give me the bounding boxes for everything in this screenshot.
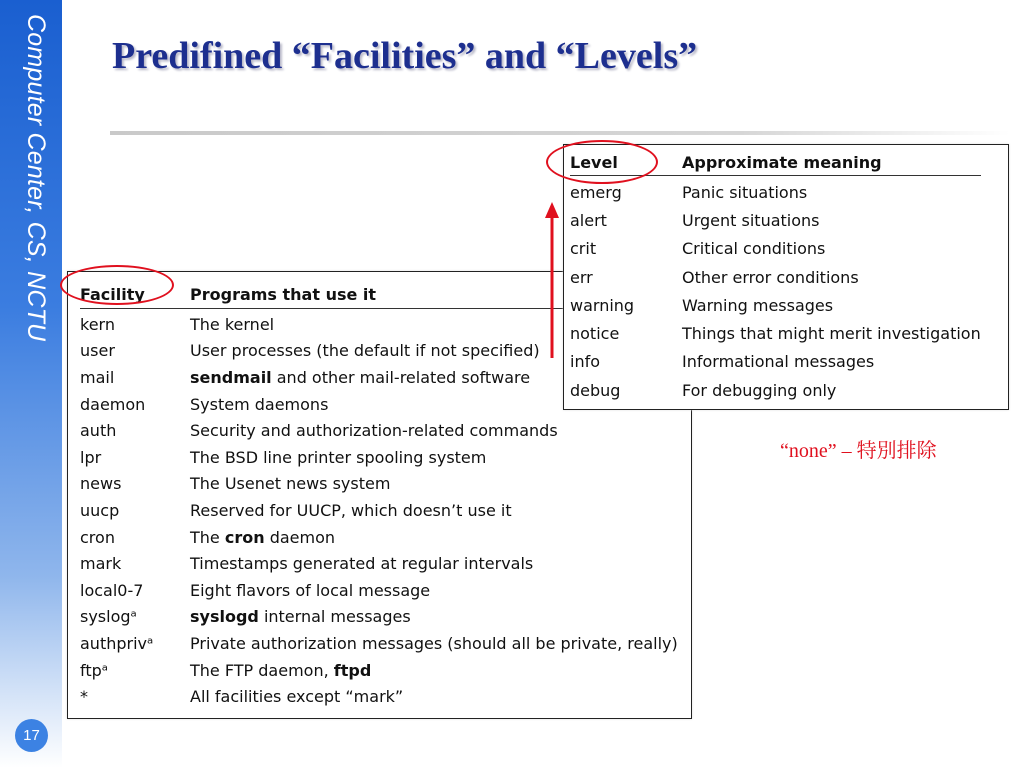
facility-cell: cron bbox=[80, 527, 115, 547]
programs-cell: Timestamps generated at regular intervals bbox=[190, 554, 534, 574]
level-table-body bbox=[570, 176, 981, 405]
header-level: Level bbox=[570, 152, 618, 172]
table-row bbox=[80, 497, 678, 524]
programs-cell: The cron daemon bbox=[190, 527, 336, 547]
slide-title: Predifined “Facilities” and “Levels” bbox=[112, 35, 698, 77]
facility-cell: auth bbox=[80, 421, 117, 441]
title-divider bbox=[110, 131, 1010, 135]
facility-highlight-ellipse bbox=[60, 265, 174, 305]
facility-cell: authprivᵃ bbox=[80, 633, 154, 653]
level-cell: err bbox=[570, 267, 593, 287]
table-row bbox=[80, 683, 678, 710]
programs-cell: The BSD line printer spooling system bbox=[190, 447, 487, 467]
sidebar bbox=[0, 0, 62, 768]
header-facility: Facility bbox=[80, 284, 145, 304]
table-row bbox=[80, 550, 678, 577]
table-row bbox=[570, 291, 981, 319]
meaning-cell: Informational messages bbox=[682, 352, 875, 372]
facility-cell: mark bbox=[80, 554, 122, 574]
level-cell: emerg bbox=[570, 182, 622, 202]
level-table-box bbox=[563, 144, 1009, 410]
meaning-cell: Things that might merit investigation bbox=[682, 324, 981, 344]
programs-cell: Eight flavors of local message bbox=[190, 580, 431, 600]
level-cell: warning bbox=[570, 295, 635, 315]
sidebar-label: Computer Center, CS, NCTU bbox=[22, 14, 50, 342]
programs-cell: User processes (the default if not specified) bbox=[190, 341, 540, 361]
level-cell: debug bbox=[570, 380, 621, 400]
meaning-cell: For debugging only bbox=[682, 380, 837, 400]
table-row bbox=[80, 630, 678, 657]
programs-cell: syslogd internal messages bbox=[190, 607, 411, 627]
programs-cell: Private authorization messages (should all be private, really) bbox=[190, 633, 678, 653]
meaning-cell: Critical conditions bbox=[682, 239, 826, 259]
programs-cell: Security and authorization-related commands bbox=[190, 421, 558, 441]
table-row bbox=[570, 263, 981, 291]
table-row bbox=[570, 376, 981, 404]
header-meaning: Approximate meaning bbox=[682, 152, 882, 172]
header-programs: Programs that use it bbox=[190, 284, 377, 304]
programs-cell: The Usenet news system bbox=[190, 474, 391, 494]
programs-cell: Reserved for UUCP, which doesn’t use it bbox=[190, 500, 512, 520]
table-row bbox=[570, 206, 981, 234]
facility-cell: local0-7 bbox=[80, 580, 144, 600]
programs-cell: System daemons bbox=[190, 394, 329, 414]
facility-cell: user bbox=[80, 341, 115, 361]
table-row bbox=[80, 444, 678, 471]
meaning-cell: Urgent situations bbox=[682, 210, 820, 230]
facility-cell: ftpᵃ bbox=[80, 660, 109, 680]
meaning-cell: Panic situations bbox=[682, 182, 808, 202]
level-highlight-ellipse bbox=[546, 140, 658, 184]
table-row bbox=[570, 235, 981, 263]
table-row bbox=[80, 657, 678, 684]
facility-cell: lpr bbox=[80, 447, 102, 467]
table-row bbox=[570, 348, 981, 376]
programs-cell: All facilities except “mark” bbox=[190, 687, 404, 707]
up-arrow-icon bbox=[540, 200, 564, 360]
none-note: “none” – 特別排除 bbox=[780, 440, 937, 462]
facility-cell: * bbox=[80, 687, 88, 707]
facility-cell: uucp bbox=[80, 500, 120, 520]
meaning-cell: Other error conditions bbox=[682, 267, 859, 287]
facility-cell: kern bbox=[80, 314, 115, 334]
programs-cell: sendmail and other mail-related software bbox=[190, 367, 531, 387]
facility-cell: syslogᵃ bbox=[80, 607, 137, 627]
level-table bbox=[570, 149, 981, 404]
programs-cell: The FTP daemon, ftpd bbox=[190, 660, 372, 680]
level-cell: crit bbox=[570, 239, 597, 259]
table-row bbox=[80, 417, 678, 444]
level-cell: alert bbox=[570, 210, 607, 230]
table-row bbox=[570, 319, 981, 347]
level-cell: notice bbox=[570, 324, 620, 344]
page-number-badge: 17 bbox=[15, 719, 48, 752]
facility-cell: mail bbox=[80, 367, 115, 387]
table-row bbox=[80, 577, 678, 604]
programs-cell: The kernel bbox=[190, 314, 275, 334]
facility-cell: daemon bbox=[80, 394, 146, 414]
facility-cell: news bbox=[80, 474, 122, 494]
table-row bbox=[80, 524, 678, 551]
meaning-cell: Warning messages bbox=[682, 295, 834, 315]
table-row bbox=[80, 471, 678, 498]
table-row bbox=[80, 604, 678, 631]
level-cell: info bbox=[570, 352, 601, 372]
